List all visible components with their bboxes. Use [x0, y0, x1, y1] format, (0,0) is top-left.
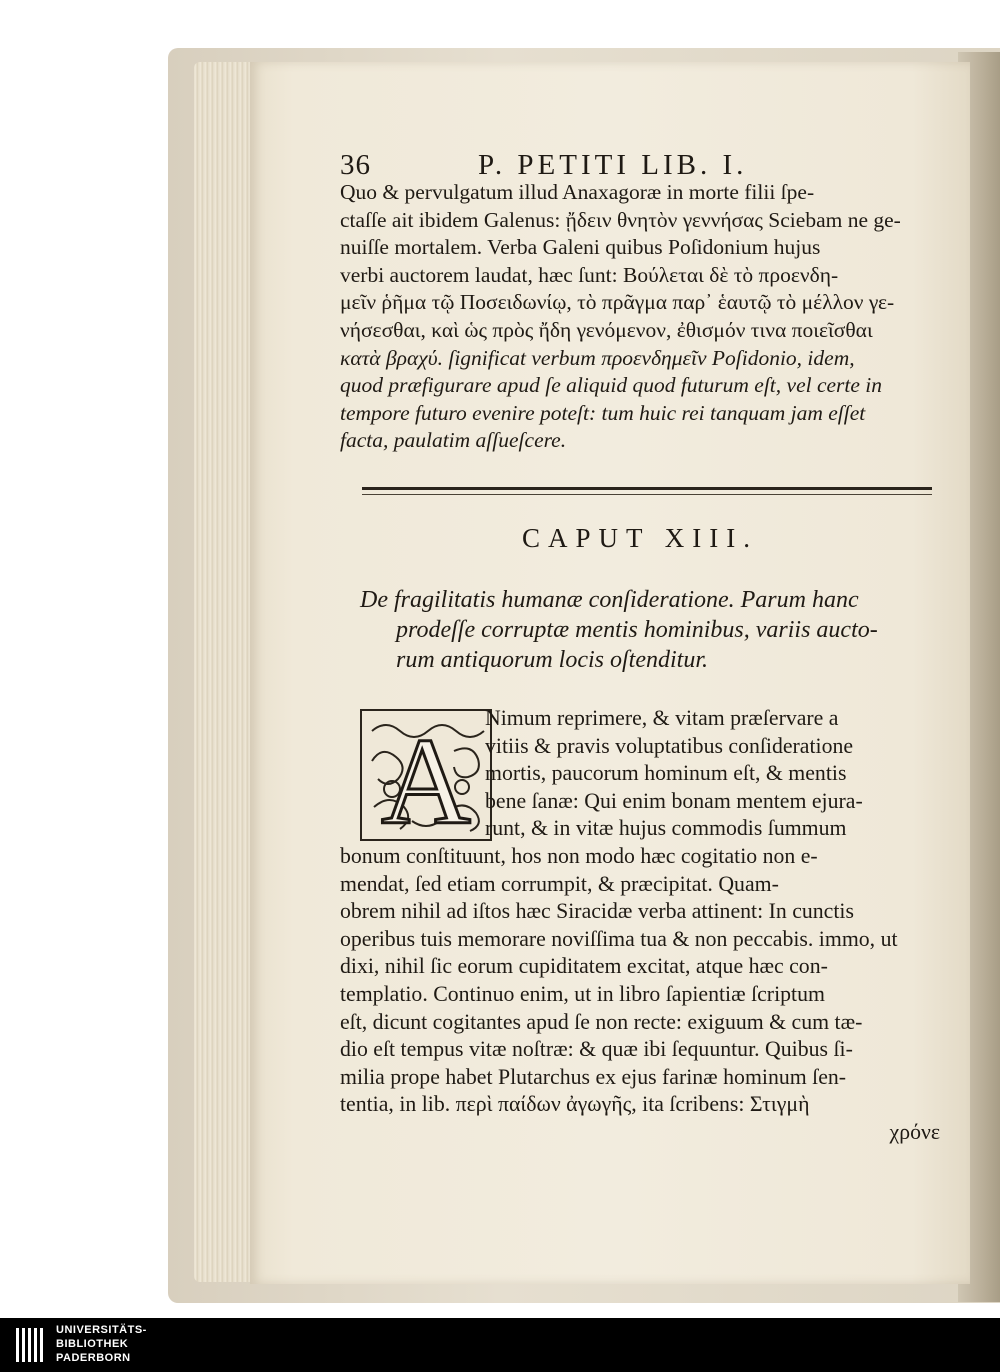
text-line: facta, paulatim aſſueſcere.: [340, 428, 567, 453]
chapter-divider: [362, 487, 932, 490]
body-paragraph: [340, 705, 940, 1147]
text-line: ctaſſe ait ibidem Galenus: ᾔδειν θνητὸν γεννήσας Sciebam ne ge-: [340, 207, 901, 232]
page-edges: [194, 62, 256, 1282]
text-line: mendat, ſed etiam corrumpit, & præcipitat. Quam-: [340, 871, 779, 896]
text-line: dio eſt tempus vitæ noſtræ: & quæ ibi ſequuntur. Quibus ſi-: [340, 1037, 853, 1062]
text-line: obrem nihil ad iſtos hæc Siracidæ verba attinent: In cunctis: [340, 899, 854, 924]
text-line: operibus tuis memorare noviſſima tua & non peccabis. immo, ut: [340, 926, 898, 951]
library-footer: [0, 1318, 1000, 1372]
catchword: χρόνε: [889, 1119, 940, 1144]
paragraph-1: [340, 179, 940, 455]
text-line: Nimum reprimere, & vitam præſervare a: [485, 706, 839, 730]
text-line: milia prope habet Plutarchus ex ejus farinæ hominum ſen-: [340, 1064, 847, 1089]
library-logo-icon: [14, 1324, 46, 1366]
text-line: nuiſſe mortalem. Verba Galeni quibus Poſidonium hujus: [340, 235, 821, 260]
text-line: bonum conſtituunt, hos non modo hæc cogitatio non e-: [340, 843, 818, 868]
library-name-line: BIBLIOTHEK: [56, 1338, 129, 1350]
summary-line: De fragilitatis humanæ conſideratione. Parum hanc: [360, 587, 859, 613]
text-line: dixi, nihil ſic eorum cupiditatem excitat, atque hæc con-: [340, 954, 828, 979]
running-title: P. PETITI LIB. I.: [478, 149, 748, 181]
chapter-divider-thin: [362, 494, 932, 495]
summary-line: prodeſſe corruptæ mentis hominibus, variis aucto-: [396, 617, 878, 643]
text-line: κατὰ βραχύ. ſignificat verbum προενδημεῖν Poſidonio, idem,: [340, 345, 855, 370]
page-number: 36: [340, 149, 371, 181]
library-name-line: PADERBORN: [56, 1352, 131, 1364]
text-line: μεῖν ῥῆμα τῷ Ποσειδωνίῳ, τὸ πρᾶγμα παρ᾽ ἑαυτῷ τὸ μέλλον γε-: [340, 290, 895, 315]
text-line: bene ſanæ: Qui enim bonam mentem ejura-: [485, 788, 863, 813]
summary-line: rum antiquorum locis oſtenditur.: [396, 647, 709, 673]
text-line: tempore futuro evenire poteſt: tum huic rei tanquam jam eſſet: [340, 400, 866, 425]
text-line: mortis, paucorum hominum eſt, & mentis: [485, 761, 847, 786]
chapter-summary: [360, 585, 940, 675]
text-line: tentia, in lib. περὶ παίδων ἀγωγῆς, ita ſcribens: Στιγμὴ: [340, 1092, 810, 1117]
chapter-title: CAPUT XIII.: [522, 523, 758, 553]
initial-letter: A: [381, 713, 471, 839]
text-line: Quo & pervulgatum illud Anaxagoræ in morte filii ſpe-: [340, 180, 815, 204]
text-line: quod præfigurare apud ſe aliquid quod futurum eſt, vel certe in: [340, 373, 883, 398]
text-line: runt, & in vitæ hujus commodis ſummum: [485, 816, 847, 841]
text-line: verbi auctorem laudat, hæc ſunt: Βούλεται δὲ τὸ προενδη-: [340, 262, 839, 287]
text-line: templatio. Continuo enim, ut in libro ſapientiæ ſcriptum: [340, 981, 825, 1006]
text-line: νήσεσθαι, καὶ ὡς πρὸς ἤδη γενόμενον, ἐθισμόν τινα ποιεῖσθαι: [340, 317, 873, 342]
text-line: eſt, dicunt cogitantes apud ſe non recte: exiguum & cum tæ-: [340, 1009, 863, 1034]
running-head: [340, 145, 940, 181]
text-line: vitiis & pravis voluptatibus conſideratione: [485, 733, 854, 758]
library-name-line: UNIVERSITÄTS-: [56, 1324, 147, 1336]
